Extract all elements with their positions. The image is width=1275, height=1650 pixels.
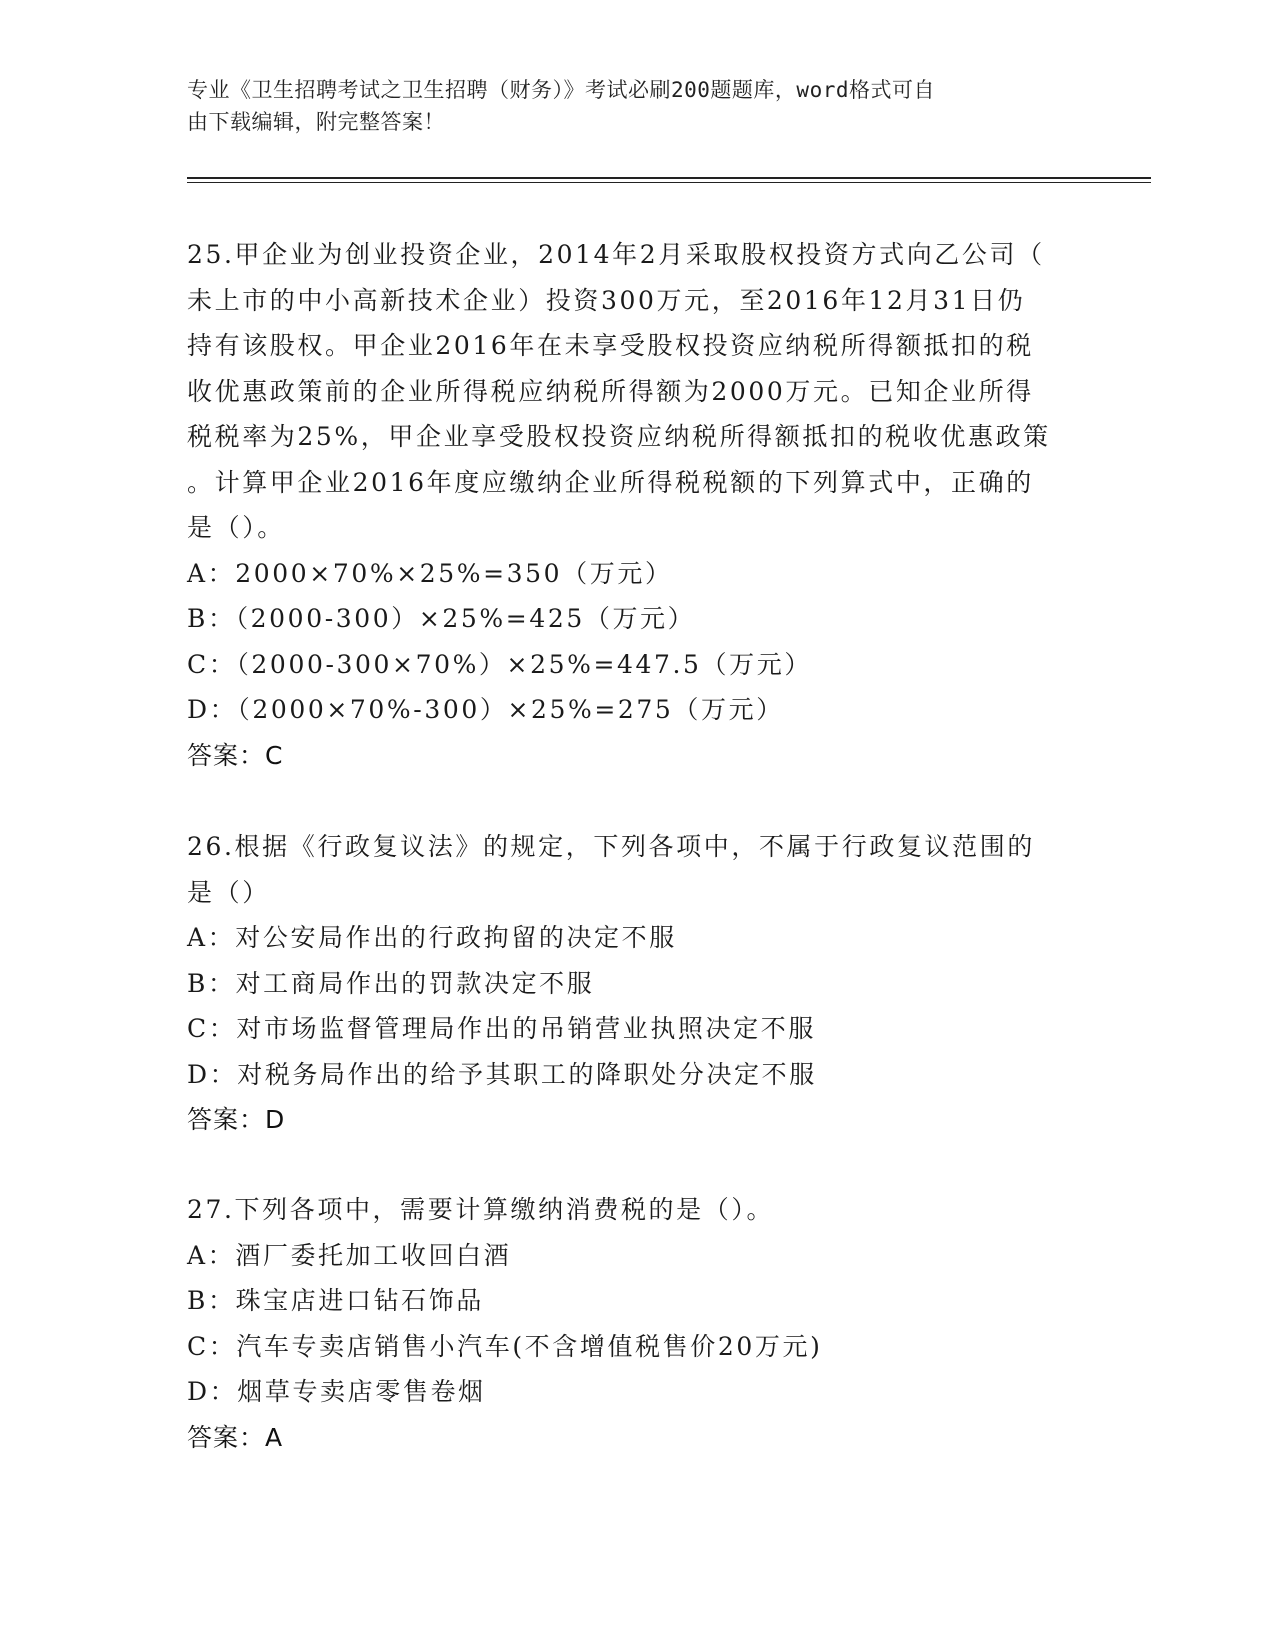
option-c: C：（2000-300×70%）×25%=447.5（万元） xyxy=(187,649,812,679)
question-26 xyxy=(187,824,1077,1143)
question-text-line: 未上市的中小高新技术企业）投资300万元，至2016年12月31日仍 xyxy=(187,285,1026,315)
answer: 答案：D xyxy=(187,1105,286,1134)
option-b: B：（2000-300）×25%=425（万元） xyxy=(187,604,696,633)
option-b: B：对工商局作出的罚款决定不服 xyxy=(187,968,595,998)
question-text-line: 27.下列各项中，需要计算缴纳消费税的是（）。 xyxy=(187,1195,775,1224)
question-text-line: 是（） xyxy=(187,877,270,907)
question-27 xyxy=(187,1187,1077,1460)
question-text-line: 收优惠政策前的企业所得税应纳税所得额为2000万元。已知企业所得 xyxy=(187,376,1034,406)
header-line-2: 由下载编辑，附完整答案！ xyxy=(187,110,445,134)
question-25 xyxy=(187,232,1077,778)
answer: 答案：C xyxy=(187,740,284,770)
option-c: C：汽车专卖店销售小汽车(不含增值税售价20万元) xyxy=(187,1331,823,1361)
option-a: A：酒厂委托加工收回白酒 xyxy=(187,1240,512,1270)
option-a: A：对公安局作出的行政拘留的决定不服 xyxy=(187,923,677,952)
question-text-line: 持有该股权。甲企业2016年在未享受股权投资应纳税所得额抵扣的税 xyxy=(187,331,1034,360)
question-text-line: 税税率为25%，甲企业享受股权投资应纳税所得额抵扣的税收优惠政策 xyxy=(187,422,1051,451)
header-line-1: 专业《卫生招聘考试之卫生招聘（财务）》考试必刷200题题库，word格式可自 xyxy=(187,78,935,102)
header-divider-thick xyxy=(187,177,1151,179)
option-b: B：珠宝店进口钻石饰品 xyxy=(187,1286,484,1315)
option-a: A：2000×70%×25%=350（万元） xyxy=(187,558,673,588)
question-text-line: 。计算甲企业2016年度应缴纳企业所得税税额的下列算式中，正确的 xyxy=(187,467,1034,497)
answer: 答案：A xyxy=(187,1422,284,1452)
option-d: D：（2000×70%-300）×25%=275（万元） xyxy=(187,695,784,724)
question-text-line: 是（）。 xyxy=(187,513,285,542)
option-c: C：对市场监督管理局作出的吊销营业执照决定不服 xyxy=(187,1014,816,1043)
option-d: D：对税务局作出的给予其职工的降职处分决定不服 xyxy=(187,1059,817,1089)
question-text-line: 26.根据《行政复议法》的规定，下列各项中，不属于行政复议范围的 xyxy=(187,832,1035,861)
question-text-line: 25.甲企业为创业投资企业，2014年2月采取股权投资方式向乙公司（ xyxy=(187,240,1045,269)
option-d: D：烟草专卖店零售卷烟 xyxy=(187,1377,486,1406)
document-header xyxy=(187,74,1087,138)
header-divider-thin xyxy=(187,182,1151,183)
